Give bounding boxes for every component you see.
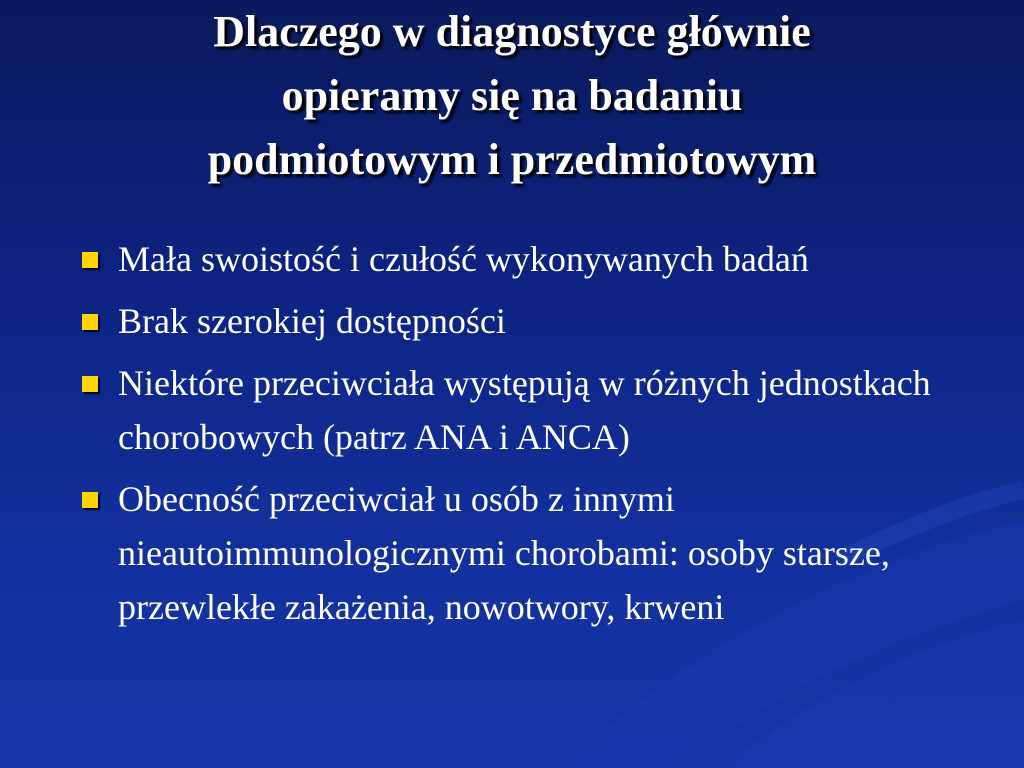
yellow-square-bullet-icon xyxy=(82,376,98,392)
bullet-item xyxy=(80,472,980,634)
yellow-square-bullet-icon xyxy=(82,252,98,268)
bullet-item xyxy=(80,294,980,348)
bullet-item xyxy=(80,356,980,464)
title-line: podmiotowym i przedmiotowym xyxy=(207,135,817,184)
bullet-list xyxy=(80,232,980,642)
bullet-text: Niektóre przeciwciała występują w różnych jednostkach chorobowych (patrz ANA i ANCA) xyxy=(118,363,931,457)
title-line: Dlaczego w diagnostyce głównie xyxy=(213,7,811,56)
bullet-text: Obecność przeciwciał u osób z innymi nieautoimmunologicznymi chorobami: osoby starsze, przewlekłe zakażenia, nowotwory, krweni xyxy=(118,479,890,627)
slide-title xyxy=(40,0,984,192)
yellow-square-bullet-icon xyxy=(82,492,98,508)
bullet-item xyxy=(80,232,980,286)
bullet-text: Brak szerokiej dostępności xyxy=(118,301,506,341)
bullet-text: Mała swoistość i czułość wykonywanych badań xyxy=(118,239,809,279)
title-line: opieramy się na badaniu xyxy=(281,71,743,120)
yellow-square-bullet-icon xyxy=(82,314,98,330)
